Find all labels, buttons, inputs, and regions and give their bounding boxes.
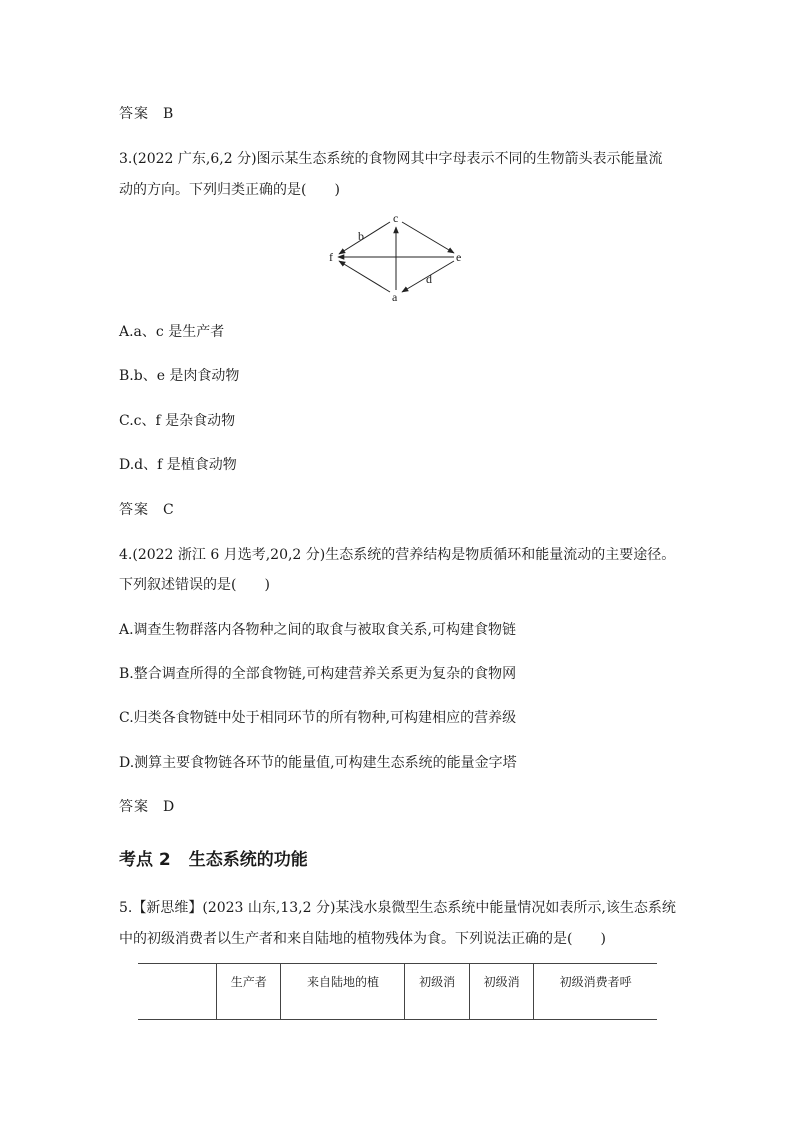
answer-value: C: [163, 502, 174, 518]
section-number: 考点 2: [119, 850, 171, 870]
section-title: 生态系统的功能: [188, 850, 308, 870]
q5-stem-line2: 中的初级消费者以生产者和来自陆地的植物残体为食。下列说法正确的是( ): [119, 931, 606, 947]
arrow-a-to-f: [339, 261, 390, 292]
answer-q3: [119, 499, 174, 519]
answer-value: D: [163, 799, 175, 815]
energy-table: [138, 963, 657, 1020]
food-web-diagram: [322, 210, 472, 305]
q3-option-d: D.d、f 是植食动物: [119, 457, 237, 473]
q4-stem-line1: 4.(2022 浙江 6 月选考,20,2 分)生态系统的营养结构是物质循环和能量流动的主要途径。: [119, 547, 676, 563]
q3-option-c: C.c、f 是杂食动物: [119, 413, 236, 429]
q3-option-a: A.a、c 是生产者: [119, 324, 225, 340]
answer-label: 答案: [119, 502, 149, 518]
q5-stem-line1: 5.【新思维】(2023 山东,13,2 分)某浅水泉微型生态系统中能量情况如表所示,该生态系统: [119, 900, 676, 916]
table-header-cell: [138, 964, 217, 1020]
q4-option-c: C.归类各食物链中处于相同环节的所有物种,可构建相应的营养级: [119, 710, 517, 726]
q4-stem-line2: 下列叙述错误的是( ): [119, 577, 270, 593]
label-b: b: [358, 229, 364, 243]
node-a: a: [392, 290, 398, 304]
answer-value: B: [163, 106, 174, 122]
node-e: e: [456, 250, 462, 264]
q3-stem-line2: 动的方向。下列归类正确的是( ): [119, 182, 340, 198]
q4-option-d: D.测算主要食物链各环节的能量值,可构建生态系统的能量金字塔: [119, 755, 517, 771]
table-header-cell: 初级消费者呼: [534, 964, 657, 1020]
arrow-c-to-f: [339, 222, 390, 254]
table-header-cell: 初级消: [469, 964, 533, 1020]
answer-label: 答案: [119, 799, 149, 815]
q4-option-b: B.整合调查所得的全部食物链,可构建营养关系更为复杂的食物网: [119, 666, 517, 682]
arrow-c-to-e: [402, 222, 454, 253]
answer-q2: [119, 103, 173, 123]
answer-q4: [119, 796, 174, 816]
label-d: d: [426, 272, 432, 286]
table-header-cell: 生产者: [217, 964, 281, 1020]
q3-option-b: B.b、e 是肉食动物: [119, 368, 240, 384]
table-header-cell: 初级消: [405, 964, 469, 1020]
answer-label: 答案: [119, 106, 149, 122]
q3-stem-line1: 3.(2022 广东,6,2 分)图示某生态系统的食物网其中字母表示不同的生物箭头表示能量流: [119, 151, 663, 167]
section-heading: [119, 845, 308, 870]
table-header-cell: 来自陆地的植: [281, 964, 405, 1020]
node-f: f: [329, 250, 333, 264]
table-row: [138, 964, 657, 1020]
q4-option-a: A.调查生物群落内各物种之间的取食与被取食关系,可构建食物链: [119, 622, 517, 638]
node-c: c: [393, 211, 399, 225]
